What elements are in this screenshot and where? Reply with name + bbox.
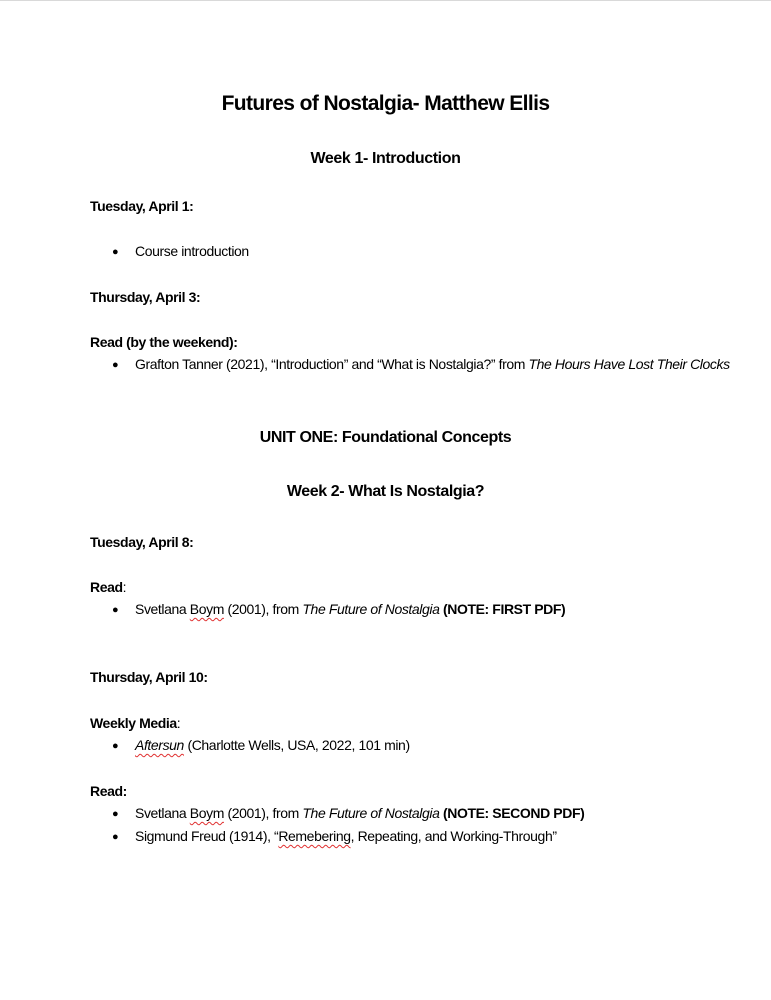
reading-text: , Repeating, and Working-Through” xyxy=(350,828,557,844)
author-first: Svetlana xyxy=(135,601,190,617)
reading-note: (NOTE: FIRST PDF) xyxy=(439,601,566,617)
bullet-icon: ● xyxy=(112,808,119,820)
bullet-icon: ● xyxy=(112,359,119,371)
week2-tuesday-read-label xyxy=(90,579,126,595)
reading-text: (2001), from xyxy=(223,601,303,617)
reading-text: Grafton Tanner (2021), “Introduction” and “What is Nostalgia?” from xyxy=(135,356,529,372)
weekly-media-label xyxy=(90,715,180,731)
read-label-colon: : xyxy=(122,579,127,595)
unit-one-heading: UNIT ONE: Foundational Concepts xyxy=(259,429,512,446)
list-item xyxy=(112,243,249,259)
film-details: (Charlotte Wells, USA, 2022, 101 min) xyxy=(183,737,410,753)
reading-text: Sigmund Freud (1914), “ xyxy=(135,828,279,844)
bullet-icon: ● xyxy=(112,604,119,616)
week2-thursday-read-label: Read: xyxy=(90,783,127,799)
week2-heading: Week 2- What Is Nostalgia? xyxy=(286,483,485,500)
spellcheck-word[interactable]: Remebering xyxy=(278,828,351,844)
bullet-icon: ● xyxy=(112,246,119,258)
book-title: The Future of Nostalgia xyxy=(302,601,440,617)
list-item xyxy=(112,356,730,372)
week1-thursday-label: Thursday, April 3: xyxy=(90,289,201,305)
spellcheck-word[interactable]: Boym xyxy=(189,601,224,617)
week1-tuesday-label: Tuesday, April 1: xyxy=(90,198,194,214)
list-item xyxy=(112,805,584,821)
bullet-icon: ● xyxy=(112,831,119,843)
week2-tuesday-label: Tuesday, April 8: xyxy=(90,534,194,550)
week2-thursday-label: Thursday, April 10: xyxy=(90,669,208,685)
list-item-text: Course introduction xyxy=(135,243,249,259)
list-item xyxy=(112,828,557,844)
author-first: Svetlana xyxy=(135,805,190,821)
reading-note: (NOTE: SECOND PDF) xyxy=(439,805,585,821)
media-label-text: Weekly Media xyxy=(90,715,177,731)
read-label-text: Read xyxy=(90,579,123,595)
list-item xyxy=(112,737,410,753)
document-title: Futures of Nostalgia- Matthew Ellis xyxy=(221,92,550,115)
spellcheck-word[interactable]: Boym xyxy=(189,805,224,821)
bullet-icon: ● xyxy=(112,740,119,752)
book-title: The Hours Have Lost Their Clocks xyxy=(528,356,730,372)
list-item xyxy=(112,601,565,617)
book-title: The Future of Nostalgia xyxy=(302,805,440,821)
week1-heading: Week 1- Introduction xyxy=(310,150,461,167)
film-title[interactable]: Aftersun xyxy=(135,737,184,753)
week1-read-label: Read (by the weekend): xyxy=(90,334,238,350)
media-label-colon: : xyxy=(176,715,181,731)
reading-text: (2001), from xyxy=(223,805,303,821)
